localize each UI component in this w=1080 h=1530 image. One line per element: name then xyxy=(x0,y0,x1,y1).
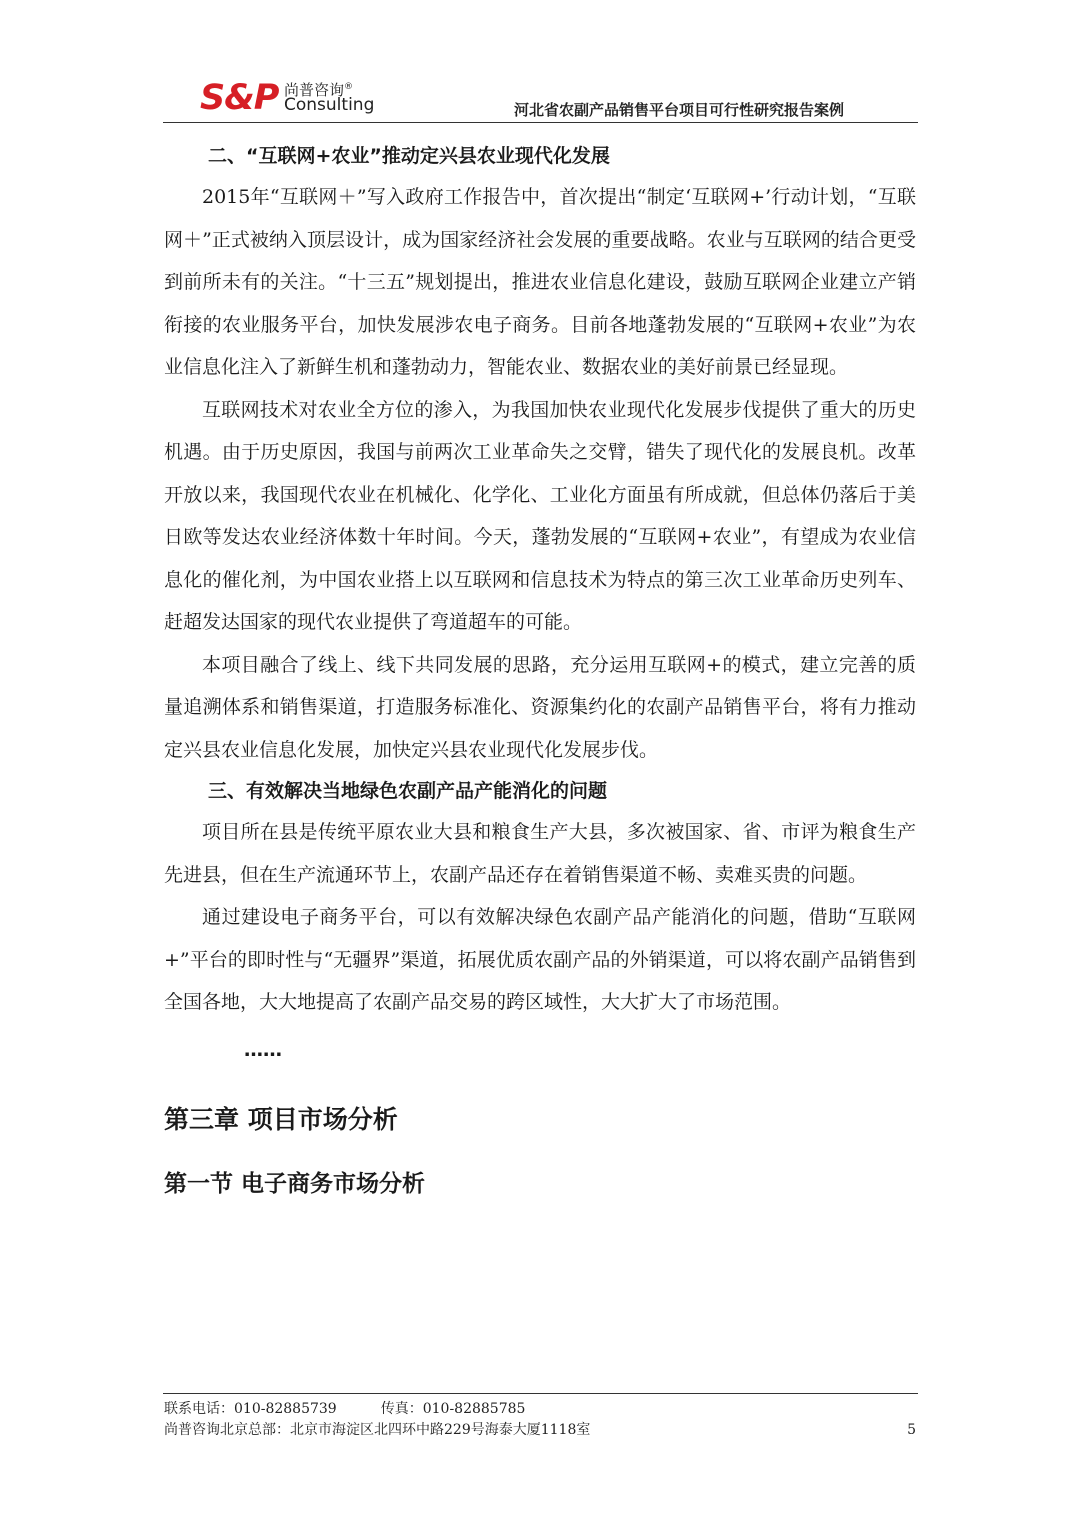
footer-contact xyxy=(164,1400,525,1418)
logo-chinese-name: 尚普咨询® xyxy=(284,81,354,99)
logo-mark: S&P xyxy=(200,78,279,118)
subsection-heading: 第一节 电子商务市场分析 xyxy=(164,1170,426,1197)
chapter-heading: 第三章 项目市场分析 xyxy=(164,1104,398,1134)
body-paragraph: 2015年“互联网＋”写入政府工作报告中，首次提出“制定‘互联网+’行动计划，“互联网＋”正式被纳入顶层设计，成为国家经济社会发展的重要战略。农业与互联网的结合更受到前所未有的关注。“十三五”规划提出，推进农业信息化建设，鼓励互联网企业建立产销衔接的农业服务平台，加快发展涉农电子商务。目前各地蓬勃发展的“互联网+农业”为农业信息化注入了新鲜生机和蓬勃动力，智能农业、数据农业的美好前景已经显现。 xyxy=(164,186,916,378)
footer-phone: 联系电话：010-82885739 xyxy=(164,1401,337,1417)
page-content xyxy=(164,136,916,1204)
logo-english-name: Consulting xyxy=(284,95,375,115)
page-number: 5 xyxy=(907,1422,916,1438)
footer-divider xyxy=(163,1393,918,1394)
omission-marker: …… xyxy=(244,1038,282,1061)
section-heading: 二、“互联网+农业”推动定兴县农业现代化发展 xyxy=(208,145,610,167)
header-divider xyxy=(163,122,918,123)
report-title: 河北省农副产品销售平台项目可行性研究报告案例 xyxy=(513,101,844,119)
footer-fax: 传真：010-82885785 xyxy=(380,1401,526,1417)
section-heading: 三、有效解决当地绿色农副产品产能消化的问题 xyxy=(208,780,608,802)
footer-address: 尚普咨询北京总部：北京市海淀区北四环中路229号海泰大厦1118室 xyxy=(164,1422,591,1438)
body-paragraph: 互联网技术对农业全方位的渗入，为我国加快农业现代化发展步伐提供了重大的历史机遇。由于历史原因，我国与前两次工业革命失之交臂，错失了现代化的发展良机。改革开放以来，我国现代农业在机械化、化学化、工业化方面虽有所成就，但总体仍落后于美日欧等发达农业经济体数十年时间。今天，蓬勃发展的“互联网+农业”，有望成为农业信息化的催化剂，为中国农业搭上以互联网和信息技术为特点的第三次工业革命历史列车、赶超发达国家的现代农业提供了弯道超车的可能。 xyxy=(164,398,916,633)
body-paragraph: 本项目融合了线上、线下共同发展的思路，充分运用互联网+的模式，建立完善的质量追溯体系和销售渠道，打造服务标准化、资源集约化的农副产品销售平台，将有力推动定兴县农业信息化发展，加快定兴县农业现代化发展步伐。 xyxy=(164,653,916,761)
body-paragraph: 通过建设电子商务平台，可以有效解决绿色农副产品产能消化的问题，借助“互联网+”平台的即时性与“无疆界”渠道，拓展优质农副产品的外销渠道，可以将农副产品销售到全国各地，大大地提高了农副产品交易的跨区域性，大大扩大了市场范围。 xyxy=(164,906,916,1013)
body-paragraph: 项目所在县是传统平原农业大县和粮食生产大县，多次被国家、省、市评为粮食生产先进县，但在生产流通环节上，农副产品还存在着销售渠道不畅、卖难买贵的问题。 xyxy=(164,821,916,886)
